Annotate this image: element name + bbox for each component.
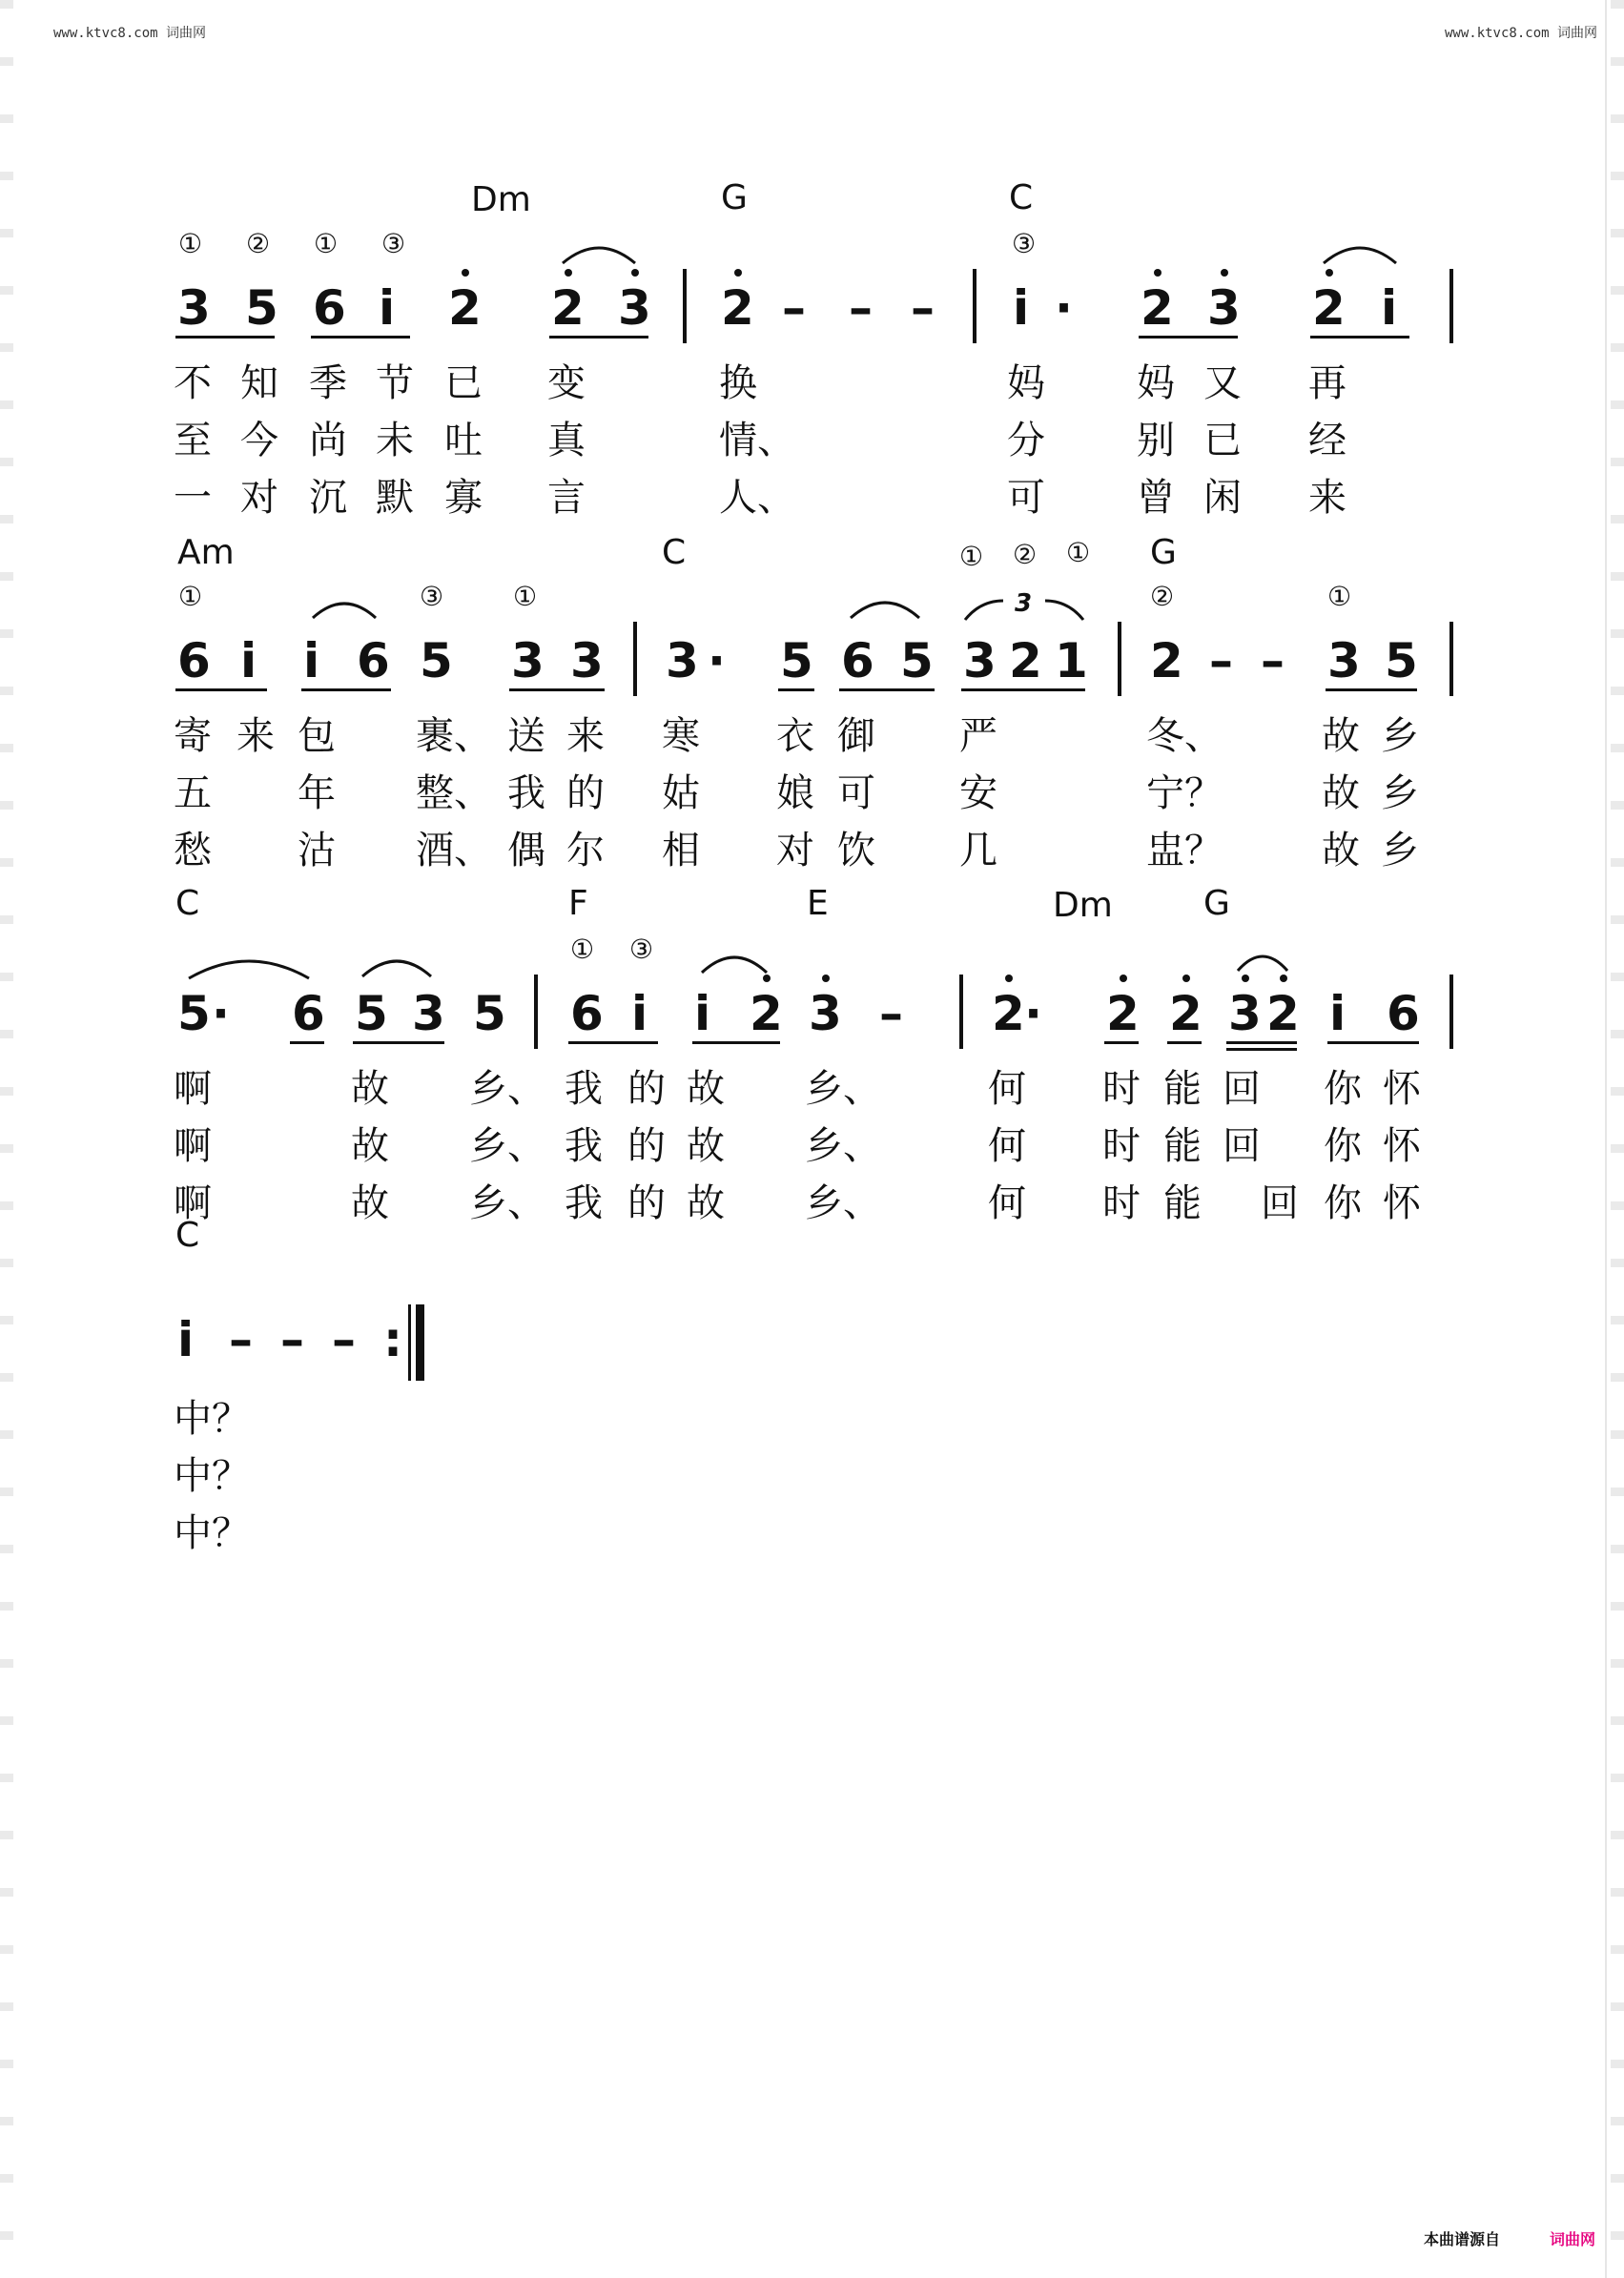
lyric-char: 故 bbox=[1322, 714, 1360, 758]
lyric-char: 怀 bbox=[1383, 1124, 1421, 1168]
lyric-char: 寡 bbox=[444, 476, 483, 520]
lyric-char: 寒 bbox=[662, 714, 700, 758]
beam-underline bbox=[301, 688, 391, 691]
lyric-char: 再 bbox=[1308, 361, 1346, 405]
header-url: www.ktvc8.com bbox=[53, 26, 158, 41]
lyric-char: 你 bbox=[1324, 1181, 1362, 1225]
beam-underline bbox=[1310, 336, 1409, 339]
note: 2 bbox=[1141, 280, 1174, 336]
fingering-mark: ② bbox=[1013, 539, 1038, 570]
lyric-char: 沽 bbox=[298, 829, 336, 872]
lyric-line-verse-3: 中？ bbox=[174, 1511, 250, 1555]
lyric-char: 我 bbox=[565, 1124, 603, 1168]
dash: – bbox=[280, 1312, 304, 1367]
lyric-char: 乡、 bbox=[805, 1181, 881, 1225]
lyric-char: 回 bbox=[1223, 1124, 1261, 1168]
lyric-char: 一 bbox=[174, 476, 212, 520]
note: 2 bbox=[1312, 280, 1346, 336]
note: 3 bbox=[511, 633, 545, 688]
note: 5 bbox=[355, 986, 388, 1041]
octave-dot-high bbox=[1326, 269, 1333, 277]
dash: – bbox=[1261, 633, 1285, 688]
lyric-char: 真 bbox=[547, 419, 586, 462]
octave-dot-high bbox=[462, 269, 469, 277]
header-site-name: 词曲网 bbox=[1557, 26, 1597, 41]
header-site-name: 词曲网 bbox=[166, 26, 207, 41]
lyric-char: 来 bbox=[566, 714, 605, 758]
fingering-mark: ① bbox=[570, 934, 595, 965]
note: 2 bbox=[1266, 986, 1300, 1041]
chord-symbol: Dm bbox=[471, 180, 531, 219]
note: 3 bbox=[618, 280, 651, 336]
lyric-char: 娘 bbox=[776, 771, 814, 815]
barline bbox=[683, 269, 687, 343]
beam-underline-double bbox=[1226, 1048, 1297, 1051]
lyric-char: 来 bbox=[1308, 476, 1346, 520]
header-left bbox=[53, 23, 206, 42]
dash: – bbox=[782, 280, 806, 336]
lyric-char: 时 bbox=[1102, 1124, 1141, 1168]
beam-underline bbox=[1226, 1041, 1297, 1044]
tie-slur bbox=[360, 952, 433, 980]
lyric-char: 宁？ bbox=[1146, 771, 1223, 815]
page-edge-line bbox=[1605, 0, 1607, 2278]
lyric-char: 乡、 bbox=[805, 1067, 881, 1111]
final-barline-thin bbox=[408, 1304, 411, 1381]
lyric-char: 故 bbox=[1322, 829, 1360, 872]
lyric-char: 默 bbox=[376, 476, 414, 520]
lyric-char: 妈 bbox=[1137, 361, 1175, 405]
note: 5 bbox=[473, 986, 506, 1041]
lyric-char: 的 bbox=[627, 1067, 666, 1111]
beam-underline bbox=[1327, 1041, 1419, 1044]
lyric-char: 愁 bbox=[174, 829, 212, 872]
lyric-char: 我 bbox=[565, 1067, 603, 1111]
lyric-char: 的 bbox=[627, 1124, 666, 1168]
tie-slur bbox=[849, 593, 921, 622]
beam-underline bbox=[353, 1041, 444, 1044]
lyric-char: 乡 bbox=[1381, 771, 1419, 815]
dot-note: · bbox=[1024, 986, 1042, 1041]
note: i bbox=[240, 633, 257, 688]
note: i bbox=[177, 1312, 195, 1367]
side-watermark-left bbox=[0, 0, 13, 2278]
lyric-char: 何 bbox=[988, 1181, 1026, 1225]
footer-source-text: 本曲谱源自 bbox=[1423, 2230, 1500, 2248]
lyric-char: 至 bbox=[174, 419, 212, 462]
note: 3 bbox=[1327, 633, 1361, 688]
note: 5 bbox=[177, 986, 211, 1041]
note: 6 bbox=[841, 633, 874, 688]
chord-symbol: Dm bbox=[1053, 886, 1113, 925]
lyric-line-verse-1: 中？ bbox=[174, 1397, 250, 1441]
beam-underline bbox=[290, 1041, 324, 1044]
note: 6 bbox=[292, 986, 325, 1041]
lyric-char: 情、 bbox=[719, 419, 795, 462]
lyric-char: 乡、 bbox=[805, 1124, 881, 1168]
lyric-char: 沉 bbox=[309, 476, 347, 520]
note: i bbox=[1381, 280, 1398, 336]
note: 6 bbox=[570, 986, 604, 1041]
lyric-char: 分 bbox=[1007, 419, 1045, 462]
note: 3 bbox=[177, 280, 211, 336]
dash: – bbox=[911, 280, 935, 336]
dash: – bbox=[332, 1312, 356, 1367]
lyric-char: 换 bbox=[719, 361, 757, 405]
beam-underline bbox=[1104, 1041, 1139, 1044]
chord-symbol: Am bbox=[177, 533, 235, 572]
lyric-char: 怀 bbox=[1383, 1067, 1421, 1111]
note: 6 bbox=[357, 633, 390, 688]
note: 3 bbox=[1207, 280, 1241, 336]
tie-slur bbox=[561, 238, 637, 267]
lyric-char: 对 bbox=[776, 829, 814, 872]
octave-dot-high bbox=[1242, 975, 1249, 982]
lyric-char: 冬、 bbox=[1146, 714, 1223, 758]
lyric-char: 能 bbox=[1163, 1181, 1202, 1225]
lyric-char: 故 bbox=[687, 1067, 725, 1111]
chord-symbol: C bbox=[175, 884, 200, 923]
lyric-char: 偶 bbox=[507, 829, 545, 872]
dot-note: · bbox=[212, 986, 230, 1041]
lyric-char: 吐 bbox=[444, 419, 483, 462]
lyric-char: 乡 bbox=[1381, 829, 1419, 872]
beam-underline bbox=[568, 1041, 658, 1044]
note: 6 bbox=[1387, 986, 1420, 1041]
barline bbox=[959, 975, 963, 1049]
beam-underline bbox=[1326, 688, 1417, 691]
note: 3 bbox=[412, 986, 445, 1041]
fingering-mark: ① bbox=[178, 228, 203, 259]
tie-slur bbox=[1322, 238, 1398, 267]
octave-dot-high bbox=[1005, 975, 1013, 982]
chord-symbol: C bbox=[1009, 178, 1034, 217]
note: i bbox=[303, 633, 320, 688]
dash: – bbox=[879, 986, 903, 1041]
note: 5 bbox=[245, 280, 278, 336]
lyric-char: 啊 bbox=[174, 1067, 212, 1111]
lyric-char: 何 bbox=[988, 1124, 1026, 1168]
tie-slur bbox=[700, 948, 769, 976]
tie-slur bbox=[311, 595, 378, 622]
note: i bbox=[1013, 280, 1030, 336]
fingering-mark: ② bbox=[246, 228, 271, 259]
lyric-char: 衣 bbox=[776, 714, 814, 758]
lyric-char: 送 bbox=[507, 714, 545, 758]
lyric-char: 可 bbox=[837, 771, 875, 815]
lyric-char: 裹、 bbox=[416, 714, 492, 758]
lyric-char: 啊 bbox=[174, 1124, 212, 1168]
octave-dot-high bbox=[1221, 269, 1228, 277]
chord-symbol: F bbox=[568, 884, 588, 923]
note: 2 bbox=[750, 986, 783, 1041]
beam-underline bbox=[311, 336, 410, 339]
octave-dot-high bbox=[822, 975, 830, 982]
lyric-char: 节 bbox=[376, 361, 414, 405]
barline bbox=[1118, 622, 1121, 696]
octave-dot-high bbox=[1280, 975, 1287, 982]
fingering-mark: ③ bbox=[629, 934, 654, 965]
lyric-char: 姑 bbox=[662, 771, 700, 815]
note: 2 bbox=[448, 280, 482, 336]
lyric-char: 你 bbox=[1324, 1124, 1362, 1168]
barline bbox=[633, 622, 637, 696]
final-barline-thick bbox=[416, 1304, 424, 1381]
lyric-char: 回 bbox=[1223, 1067, 1261, 1111]
lyric-char: 御 bbox=[837, 714, 875, 758]
lyric-char: 几 bbox=[959, 829, 997, 872]
lyric-char: 寄 bbox=[174, 714, 212, 758]
lyric-char: 酒、 bbox=[416, 829, 492, 872]
lyric-char: 我 bbox=[565, 1181, 603, 1225]
fingering-mark: ③ bbox=[420, 581, 444, 612]
lyric-char: 年 bbox=[298, 771, 336, 815]
note: 3 bbox=[1228, 986, 1262, 1041]
lyric-char: 已 bbox=[1203, 419, 1242, 462]
octave-dot-high bbox=[734, 269, 742, 277]
lyric-char: 故 bbox=[1322, 771, 1360, 815]
fingering-mark: ① bbox=[1327, 581, 1352, 612]
note: 5 bbox=[900, 633, 934, 688]
chord-symbol: E bbox=[807, 884, 829, 923]
barline bbox=[1449, 269, 1453, 343]
note: 2 bbox=[1169, 986, 1203, 1041]
dash: – bbox=[1209, 633, 1233, 688]
lyric-char: 整、 bbox=[416, 771, 492, 815]
lyric-char: 曾 bbox=[1137, 476, 1175, 520]
note: i bbox=[1329, 986, 1346, 1041]
lyric-line-verse-2: 中？ bbox=[174, 1454, 250, 1498]
chord-symbol: G bbox=[1203, 884, 1230, 923]
lyric-char: 来 bbox=[236, 714, 275, 758]
note: 5 bbox=[420, 633, 453, 688]
repeat-dots: : bbox=[383, 1312, 402, 1367]
octave-dot-high bbox=[1182, 975, 1190, 982]
lyric-char: 季 bbox=[309, 361, 347, 405]
note: 3 bbox=[809, 986, 842, 1041]
octave-dot-high bbox=[1154, 269, 1161, 277]
fingering-mark: ① bbox=[959, 541, 984, 572]
chord-symbol: C bbox=[662, 533, 687, 572]
fingering-mark: ① bbox=[513, 581, 538, 612]
lyric-char: 未 bbox=[376, 419, 414, 462]
beam-underline bbox=[1167, 1041, 1202, 1044]
lyric-char: 的 bbox=[627, 1181, 666, 1225]
fingering-mark: ① bbox=[1066, 537, 1091, 568]
beam-underline bbox=[175, 336, 275, 339]
lyric-char: 尚 bbox=[309, 419, 347, 462]
lyric-char: 乡、 bbox=[469, 1181, 545, 1225]
lyric-char: 我 bbox=[507, 771, 545, 815]
lyric-char: 别 bbox=[1137, 419, 1175, 462]
lyric-char: 你 bbox=[1324, 1067, 1362, 1111]
note: 3 bbox=[570, 633, 604, 688]
octave-dot-high bbox=[565, 269, 572, 277]
barline bbox=[1449, 975, 1453, 1049]
chord-symbol: G bbox=[721, 178, 748, 217]
note: 6 bbox=[177, 633, 211, 688]
note: 6 bbox=[313, 280, 346, 336]
fingering-mark: ② bbox=[1150, 581, 1175, 612]
lyric-char: 故 bbox=[351, 1067, 389, 1111]
lyric-char: 言 bbox=[547, 476, 586, 520]
beam-underline bbox=[839, 688, 935, 691]
lyric-char: 不 bbox=[174, 361, 212, 405]
lyric-char: 五 bbox=[174, 771, 212, 815]
lyric-char: 今 bbox=[240, 419, 278, 462]
note: i bbox=[694, 986, 711, 1041]
header-url: www.ktvc8.com bbox=[1444, 26, 1550, 41]
note: 2 bbox=[1150, 633, 1183, 688]
lyric-char: 经 bbox=[1308, 419, 1346, 462]
lyric-char: 故 bbox=[351, 1124, 389, 1168]
lyric-char: 能 bbox=[1163, 1124, 1202, 1168]
dot-note: · bbox=[1055, 280, 1073, 336]
chord-symbol: C bbox=[175, 1216, 200, 1255]
lyric-char: 妈 bbox=[1007, 361, 1045, 405]
note: 3 bbox=[666, 633, 699, 688]
note: 2 bbox=[551, 280, 585, 336]
barline bbox=[1449, 622, 1453, 696]
header-right bbox=[1445, 23, 1597, 42]
note: 2 bbox=[1009, 633, 1042, 688]
note: 3 bbox=[963, 633, 997, 688]
octave-dot-high bbox=[1120, 975, 1127, 982]
lyric-char: 何 bbox=[988, 1067, 1026, 1111]
fingering-mark: ① bbox=[178, 581, 203, 612]
note: i bbox=[379, 280, 396, 336]
dot-note: · bbox=[708, 633, 726, 688]
lyric-char: 故 bbox=[687, 1181, 725, 1225]
note: 1 bbox=[1055, 633, 1088, 688]
note: 5 bbox=[780, 633, 813, 688]
beam-underline bbox=[509, 688, 605, 691]
lyric-char: 可 bbox=[1007, 476, 1045, 520]
lyric-char: 故 bbox=[351, 1181, 389, 1225]
beam-underline bbox=[961, 688, 1085, 691]
tuplet-number: 3 bbox=[1015, 589, 1033, 618]
lyric-char: 严 bbox=[959, 714, 997, 758]
tie-slur bbox=[1236, 948, 1289, 975]
fingering-mark: ③ bbox=[381, 228, 406, 259]
lyric-char: 回 bbox=[1261, 1181, 1299, 1225]
barline bbox=[973, 269, 976, 343]
lyric-char: 相 bbox=[662, 829, 700, 872]
lyric-char: 知 bbox=[240, 361, 278, 405]
beam-underline bbox=[175, 688, 267, 691]
lyric-char: 故 bbox=[687, 1124, 725, 1168]
lyric-char: 对 bbox=[240, 476, 278, 520]
side-watermark-right bbox=[1611, 0, 1624, 2278]
lyric-char: 怀 bbox=[1383, 1181, 1421, 1225]
lyric-char: 时 bbox=[1102, 1067, 1141, 1111]
lyric-char: 包 bbox=[298, 714, 336, 758]
lyric-char: 乡、 bbox=[469, 1067, 545, 1111]
footer-logo[interactable]: 词曲网 bbox=[1549, 2230, 1595, 2248]
lyric-char: 闲 bbox=[1203, 476, 1242, 520]
lyric-char: 饮 bbox=[837, 829, 875, 872]
tie-slur bbox=[187, 952, 311, 982]
dash: – bbox=[229, 1312, 253, 1367]
fingering-mark: ③ bbox=[1012, 228, 1037, 259]
lyric-char: 能 bbox=[1163, 1067, 1202, 1111]
dash: – bbox=[849, 280, 873, 336]
lyric-char: 啊 bbox=[174, 1181, 212, 1225]
lyric-char: 盅？ bbox=[1146, 829, 1223, 872]
lyric-char: 尔 bbox=[566, 829, 605, 872]
note: 2 bbox=[721, 280, 754, 336]
chord-symbol: G bbox=[1150, 533, 1177, 572]
note: 2 bbox=[992, 986, 1025, 1041]
barline bbox=[534, 975, 538, 1049]
lyric-char: 的 bbox=[566, 771, 605, 815]
note: 5 bbox=[1385, 633, 1418, 688]
lyric-char: 已 bbox=[444, 361, 483, 405]
lyric-char: 又 bbox=[1203, 361, 1242, 405]
note: i bbox=[631, 986, 648, 1041]
lyric-char: 时 bbox=[1102, 1181, 1141, 1225]
lyric-char: 乡 bbox=[1381, 714, 1419, 758]
fingering-mark: ① bbox=[314, 228, 339, 259]
beam-underline bbox=[692, 1041, 780, 1044]
lyric-char: 乡、 bbox=[469, 1124, 545, 1168]
note: 2 bbox=[1106, 986, 1140, 1041]
lyric-char: 人、 bbox=[719, 476, 795, 520]
beam-underline bbox=[1139, 336, 1238, 339]
lyric-char: 安 bbox=[959, 771, 997, 815]
octave-dot-high bbox=[631, 269, 639, 277]
lyric-char: 变 bbox=[547, 361, 586, 405]
beam-underline bbox=[549, 336, 648, 339]
beam-underline bbox=[778, 688, 814, 691]
